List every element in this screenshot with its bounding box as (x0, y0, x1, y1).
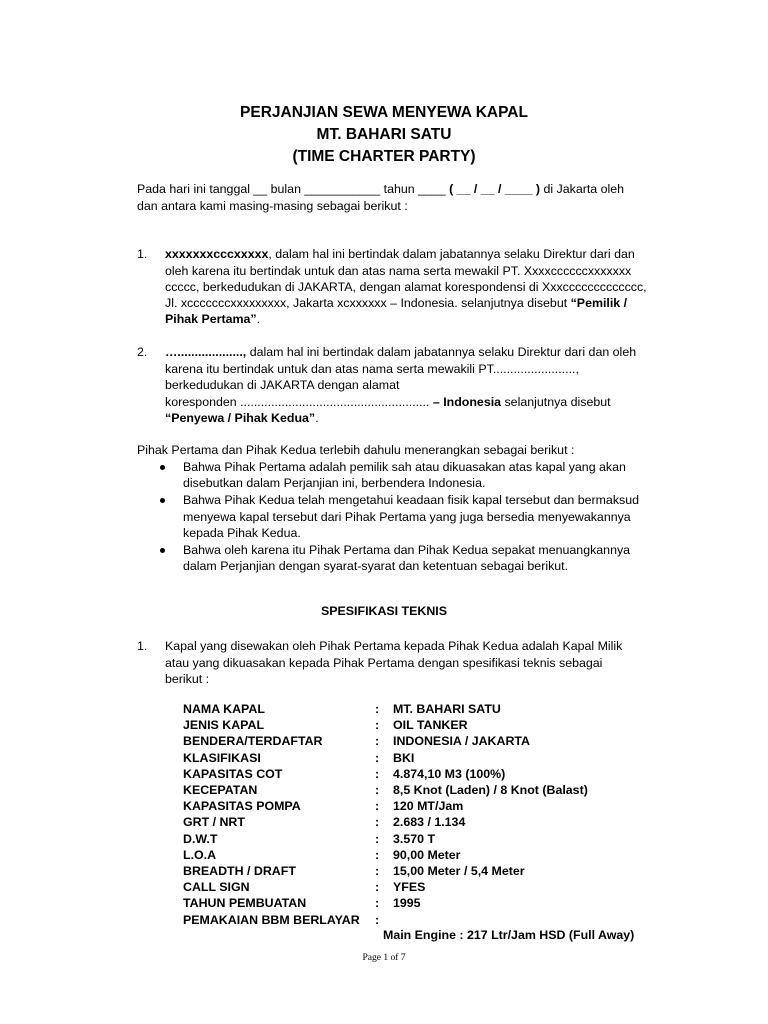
spec-separator: : (375, 799, 380, 814)
spec-separator: : (375, 831, 380, 846)
bullet-2-line-3: kepada Pihak Kedua. (183, 526, 301, 540)
spec-label: PEMAKAIAN BBM BERLAYAR (183, 912, 360, 927)
explain-lead: Pihak Pertama dan Pihak Kedua terlebih dahulu menerangkan sebagai berikut : (137, 443, 575, 457)
party-2-line-3: berkedudukan di JAKARTA dengan alamat (165, 378, 400, 392)
spec-label: TAHUN PEMBUATAN (183, 896, 307, 911)
spec-label: JENIS KAPAL (183, 718, 265, 733)
spec-value: INDONESIA / JAKARTA (393, 734, 530, 749)
spec-label: KLASIFIKASI (183, 750, 261, 765)
spec-value: 15,00 Meter / 5,4 Meter (393, 864, 525, 878)
spec-label: BREADTH / DRAFT (183, 864, 296, 878)
section-heading: SPESIFIKASI TEKNIS (321, 604, 447, 618)
spec-value: 4.874,10 M3 (100%) (393, 766, 506, 781)
spec-label: CALL SIGN (183, 880, 250, 895)
spec-value: 90,00 Meter (393, 847, 461, 862)
spec-separator: : (375, 896, 380, 911)
party-1-line-3: ccccc, berkedudukan di JAKARTA, dengan alamat korespondensi di Xxxccccccccccccc, (165, 280, 647, 294)
spec-separator: : (375, 766, 380, 781)
document-title-line-3: (TIME CHARTER PARTY) (292, 148, 476, 165)
spec-separator: : (375, 718, 380, 733)
spec-separator: : (375, 912, 380, 927)
intro-line-2: dan antara kami masing-masing sebagai berikut : (137, 199, 408, 213)
spec-label: KAPASITAS COT (183, 766, 283, 781)
spec-value: 120 MT/Jam (393, 799, 464, 814)
party-2-line-5: “Penyewa / Pihak Kedua”. (165, 411, 319, 425)
party-1-line-5: Pihak Pertama”. (165, 312, 261, 326)
spec-separator: : (375, 702, 380, 716)
bullet-2-icon (160, 498, 165, 503)
spec-value: 1995 (393, 896, 421, 911)
spec-separator: : (375, 750, 380, 765)
spec-value: 8,5 Knot (Laden) / 8 Knot (Balast) (393, 783, 588, 797)
party-2-line-4: koresponden ....................................................... – Indonesia selanjutnya disebut (165, 395, 611, 409)
main-engine-line: Main Engine : 217 Ltr/Jam HSD (Full Away) (383, 928, 635, 942)
spec-value: OIL TANKER (393, 718, 468, 733)
spec-label: GRT / NRT (183, 815, 245, 830)
spec-value: BKI (393, 750, 415, 765)
party-1-line-4: Jl. xcccccccxxxxxxxxx, Jakarta xcxxxxxx – Indonesia. selanjutnya disebut “Pemilik / (165, 296, 628, 310)
spec-separator: : (375, 847, 380, 862)
section-item-line-3: berikut : (165, 672, 210, 686)
party-2-number: 2. (137, 345, 148, 359)
spec-value: YFES (393, 880, 426, 895)
spec-separator: : (375, 864, 380, 878)
page-footer: Page 1 of 7 (362, 953, 406, 963)
spec-label: BENDERA/TERDAFTAR (183, 734, 323, 749)
spec-value: MT. BAHARI SATU (393, 702, 501, 716)
party-1-line-1: xxxxxxxcccxxxxx, dalam hal ini bertindak dalam jabatannya selaku Direktur dari dan (165, 247, 635, 261)
spec-label: L.O.A (183, 847, 217, 862)
spec-separator: : (375, 880, 380, 895)
spec-separator: : (375, 734, 380, 749)
bullet-3-line-1: Bahwa oleh karena itu Pihak Pertama dan Pihak Kedua sepakat menuangkannya (183, 543, 631, 557)
party-2-line-2: karena itu bertindak untuk dan atas nama serta mewakili PT........................, (165, 362, 579, 376)
section-item-line-1: Kapal yang disewakan oleh Pihak Pertama kepada Pihak Kedua adalah Kapal Milik (165, 639, 623, 653)
party-1-line-2: oleh karena itu bertindak untuk dan atas nama serta mewakil PT. Xxxxccccccxxxxxxx (165, 264, 632, 278)
party-2-line-1: …..................., dalam hal ini bertindak dalam jabatannya selaku Direktur dari dan oleh (165, 345, 637, 359)
spec-separator: : (375, 783, 380, 797)
document-title-line-2: MT. BAHARI SATU (316, 126, 452, 143)
party-1-number: 1. (137, 247, 148, 261)
bullet-1-line-1: Bahwa Pihak Pertama adalah pemilik sah atau dikuasakan atas kapal yang akan (183, 460, 626, 474)
section-item-number: 1. (137, 639, 148, 653)
spec-value: 2.683 / 1.134 (393, 815, 466, 830)
section-item-line-2: atau yang dikuasakan kepada Pihak Pertama dengan spesifikasi teknis sebagai (165, 656, 603, 670)
bullet-1-line-2: disebutkan dalam Perjanjian ini, berbendera Indonesia. (183, 476, 486, 490)
spec-value: 3.570 T (393, 831, 436, 846)
bullet-2-line-2: menyewa kapal tersebut dari Pihak Pertama yang juga bersedia menyewakannya (183, 510, 631, 524)
bullet-2-line-1: Bahwa Pihak Kedua telah mengetahui keadaan fisik kapal tersebut dan bermaksud (183, 493, 639, 507)
bullet-1-icon (160, 465, 165, 470)
bullet-3-icon (160, 548, 165, 553)
spec-label: KECEPATAN (183, 783, 258, 797)
spec-separator: : (375, 815, 380, 830)
document-title-line-1: PERJANJIAN SEWA MENYEWA KAPAL (240, 104, 528, 121)
bullet-3-line-2: dalam Perjanjian dengan syarat-syarat dan ketentuan sebagai berikut. (183, 559, 569, 573)
spec-label: NAMA KAPAL (183, 702, 265, 716)
spec-label: D.W.T (183, 831, 218, 846)
spec-label: KAPASITAS POMPA (183, 799, 301, 814)
intro-line-1: Pada hari ini tanggal __ bulan ___________ tahun ____ ( __ / __ / ____ ) di Jakarta oleh (137, 182, 625, 196)
